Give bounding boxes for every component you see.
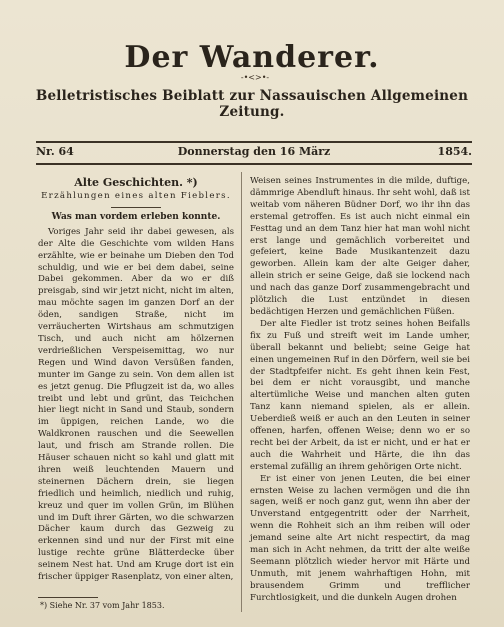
footnote-divider: [38, 597, 98, 598]
left-column: [38, 176, 234, 584]
footnote: *) Siehe Nr. 37 vom Jahr 1853.: [40, 601, 165, 610]
top-rule: [36, 141, 472, 143]
article-subtitle: Erzählungen eines alten Fieblers.: [41, 191, 231, 201]
article-title: Alte Geschichten. *): [74, 176, 198, 189]
paragraph: Der alte Fiedler ist trotz seines hohen Beifalls fix zu Fuß und streift weit im Lande umher, überall bekannt und beliebt; seine Geige hat einen ungemeinen Ruf in den Dörfern, weil sie bei der Stadtpfeifer nicht. Es geht ihnen kein Fest, bei dem er nicht vorausgibt, und manche altertümliche Weise und manchen alten guten Tanz kann niemand spielen, als er allein. Ueberdieß weiß er auch an den Leuten in seiner offenen, harfen, offenen Weise; denn wo er so recht bei der Arbeit, da ist er nicht, und er hat er auch die Wahrheit und Härte, die ihn das erstemal zufällig an ihrem gehörigen Orte nicht.: [250, 318, 470, 472]
issue-info-bar: [36, 145, 472, 161]
bottom-rule: [36, 163, 472, 165]
section-heading: Was man vordem erleben konnte.: [51, 211, 221, 222]
right-column: [250, 176, 470, 605]
issue-date: Donnerstag den 16 März: [177, 145, 331, 158]
paragraph: Er ist einer von jenen Leuten, die bei einer ernsten Weise zu lachen vermögen und die ihn sagen, weiß er noch ganz gut, wenn ihn aber der Unverstand entgegentritt oder der Narrheit, wenn die Rohheit sich an ihm reiben will oder jemand seine alte Art nicht respectirt, da mag man sich in Acht nehmen, da tritt der alte weiße Seemann plötzlich wieder hervor mit Härte und Unmuth, mit jenem wahrhaftigen Hohn, mit brausendem Grimm und trefflicher Furchtlosigkeit, und die dunkeln Augen drohen: [250, 473, 470, 603]
paragraph: Weisen seines Instrumentes in die milde, duftige, dämmrige Abendluft hinaus. Ihr seht wohl, daß ist weitab vom näheren Büdner Dorf, wo ihr ihn das erstemal getroffen. Es ist auch nicht einmal ein Festtag und an dem Tanz hier hat man wohl nicht erst lange und gemächlich vorbereitet und gefeiert, keine Bade Musikantenzeit dazu geworben. Allein kam der alte Geiger daher, allein strich er seine Geige, daß sie lockend nach und nach das ganze Dorf zusammengebracht und plötzlich die Lust entzündet in diesen bedächtigen Herzen und gemächlichen Füßen.: [250, 176, 470, 317]
masthead-title: Der Wanderer.: [124, 40, 380, 75]
paragraph: Voriges Jahr seid ihr dabei gewesen, als der Alte die Geschichte vom wilden Hans erzählte, wie er beinahe um Dieben den Tod schuldig, und wie er bei dem dabei, seine Dabei gekommen. Aber da wo er diß preisgab, sind wir jetzt nicht, nicht im alten, mau möchte sagen im ganzen Dorf an der öden, sandigen Straße, nicht im verräucherten Wirtshaus am schmutzigen Tisch, und auch nicht am hölzernen verdrießlichen Verspeisemittag, wo nur Regen und Wind davon Versüßen fanden, munter im Gange zu sein. Von dem allen ist es jetzt genug. Die Pflugzeit ist da, wo alles treibt und lebt und grünt, das Teichchen hier liegt nicht in Sand und Staub, sondern im üppigen, reichen Lande, wo die Waldkronen rauschen und die Seewellen laut, und frisch am Strande rollen. Die Häuser schauen nicht so kahl und glatt mit ihren weiß leuchtenden Mauern und steinernen Dächern drein, sie liegen friedlich und heimlich, niedlich und ruhig, kreuz und quer im vollen Grün, im Blühen und im Duft ihrer Gärten, wo die schwarzen Dächer kaum durch das Gezweig zu erkennen sind und nur der First mit eine lustige rechte grüne Blätterdecke über seinem Nest hat. Und am Kruge dort ist ein frischer üppiger Rasenplatz, von einer alten,: [38, 226, 234, 583]
title-divider: [111, 207, 161, 208]
masthead-ornament: -•<>•-: [240, 73, 270, 82]
masthead-subtitle: Belletristisches Beiblatt zur Nassauischen Allgemeinen Zeitung.: [35, 88, 469, 120]
issue-year: 1854.: [437, 145, 472, 158]
issue-number: Nr. 64: [36, 145, 74, 158]
column-separator: [241, 172, 242, 612]
